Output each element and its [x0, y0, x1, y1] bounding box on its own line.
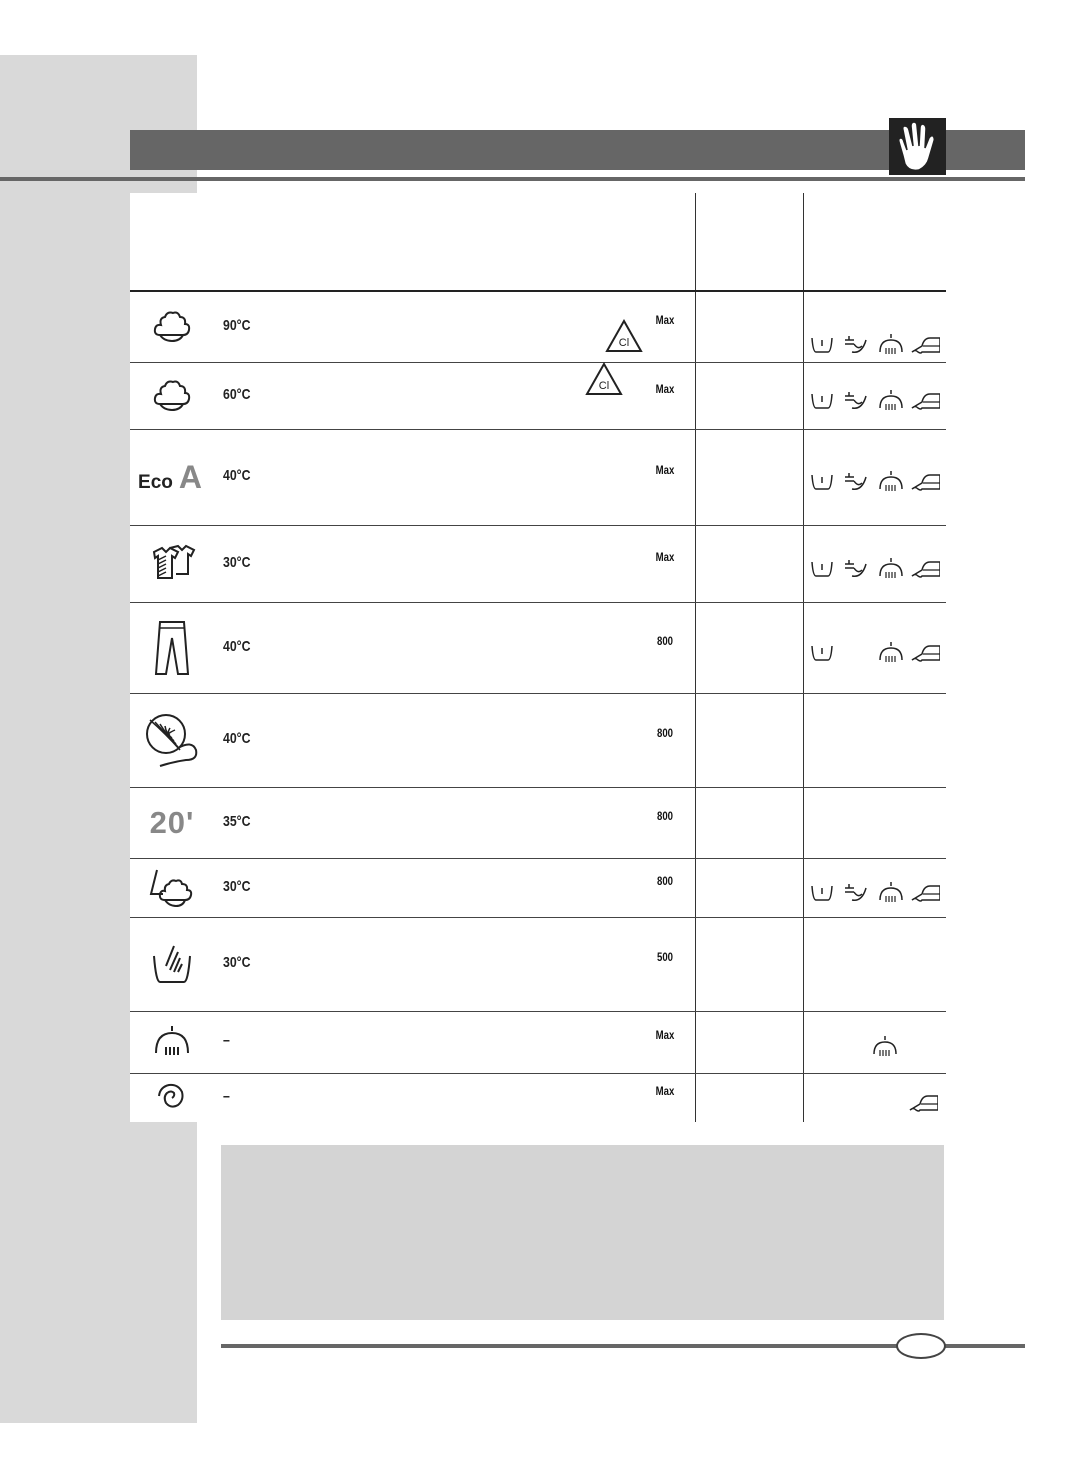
tumble-dry-icon	[876, 388, 906, 412]
spin-speed: Max	[655, 312, 675, 327]
care-symbols	[808, 556, 940, 580]
spin-icon	[842, 469, 872, 493]
programme-row	[130, 693, 946, 787]
care-symbols	[808, 469, 940, 493]
eco-label: Eco	[138, 471, 173, 493]
iron-icon	[910, 388, 940, 412]
shirts-icon	[138, 525, 206, 602]
jeans-icon	[138, 602, 206, 693]
wash-icon	[808, 388, 838, 412]
cotton-icon	[138, 362, 206, 429]
temperature-value: –	[223, 1087, 230, 1105]
iron-icon	[908, 1090, 938, 1114]
quick-label: 20'	[149, 804, 195, 840]
tumble-dry-icon	[876, 332, 906, 356]
care-symbols	[808, 332, 940, 356]
spin-speed: 800	[656, 726, 674, 740]
iron-icon	[910, 640, 940, 664]
programme-row	[130, 429, 946, 525]
care-symbols	[870, 1034, 900, 1058]
temperature-value: 35°C	[223, 812, 251, 830]
note-box	[221, 1145, 944, 1320]
spiral-icon	[138, 1073, 206, 1122]
spin-speed: Max	[655, 463, 675, 477]
care-symbols	[908, 1090, 938, 1114]
wash-icon	[808, 332, 838, 356]
temperature-value: 60°C	[223, 385, 251, 403]
iron-icon	[910, 880, 940, 904]
spin-speed: Max	[655, 1083, 675, 1098]
programme-row	[130, 858, 946, 917]
tumble-dry-icon	[876, 640, 906, 664]
spin-speed: 800	[656, 873, 674, 888]
svg-text:Cl: Cl	[618, 337, 630, 349]
temperature-value: 40°C	[223, 467, 251, 484]
spin-speed: 800	[656, 633, 674, 648]
tumble-dry-icon	[876, 469, 906, 493]
header-rule	[0, 177, 1025, 181]
wash-icon	[808, 640, 838, 664]
spin-speed: 500	[656, 950, 674, 964]
programme-row	[130, 917, 946, 1011]
wash-icon	[808, 880, 838, 904]
programme-row	[130, 1011, 946, 1073]
spin-icon	[842, 880, 872, 904]
bleach-icon	[605, 319, 643, 353]
spin-speed: Max	[655, 549, 675, 564]
cotton-icon	[138, 291, 206, 362]
programme-row	[130, 362, 946, 429]
hand-icon	[889, 118, 946, 175]
temperature-value: 90°C	[223, 316, 251, 334]
iron-icon	[910, 469, 940, 493]
temperature-value: 30°C	[223, 877, 251, 895]
programme-row	[130, 291, 946, 362]
programme-row	[130, 602, 946, 693]
page-number-oval	[896, 1333, 946, 1359]
handwash-icon	[138, 917, 206, 1011]
temperature-value: –	[223, 1032, 230, 1049]
wash-icon	[808, 556, 838, 580]
programme-row	[130, 787, 946, 858]
programme-row	[130, 525, 946, 602]
temperature-value: 40°C	[223, 730, 251, 747]
care-symbols	[808, 880, 940, 904]
spin-icon	[842, 556, 872, 580]
quick-20-icon	[138, 787, 206, 858]
eco-grade: A	[178, 458, 202, 495]
svg-text:Cl: Cl	[598, 380, 610, 392]
temperature-value: 30°C	[223, 954, 251, 971]
temperature-value: 40°C	[223, 637, 251, 655]
iron-icon	[910, 332, 940, 356]
tumble-dry-icon	[870, 1034, 900, 1058]
eco-a-icon	[130, 429, 210, 525]
wash-icon	[808, 469, 838, 493]
tumble-dry-icon	[876, 556, 906, 580]
spin-speed: Max	[655, 1028, 675, 1042]
bleach-icon	[585, 362, 623, 396]
spin-icon	[842, 332, 872, 356]
dry-icon	[138, 1011, 206, 1073]
spin-speed: 800	[656, 808, 674, 823]
programme-table	[130, 193, 946, 1122]
spin-speed: Max	[655, 381, 675, 396]
care-symbols	[808, 388, 940, 412]
temperature-value: 30°C	[223, 553, 251, 571]
mixed-icon	[138, 858, 206, 917]
spin-icon	[842, 388, 872, 412]
programme-row	[130, 1073, 946, 1122]
iron-icon	[910, 556, 940, 580]
wool-icon	[138, 693, 206, 787]
tumble-dry-icon	[876, 880, 906, 904]
care-symbols	[808, 640, 940, 664]
